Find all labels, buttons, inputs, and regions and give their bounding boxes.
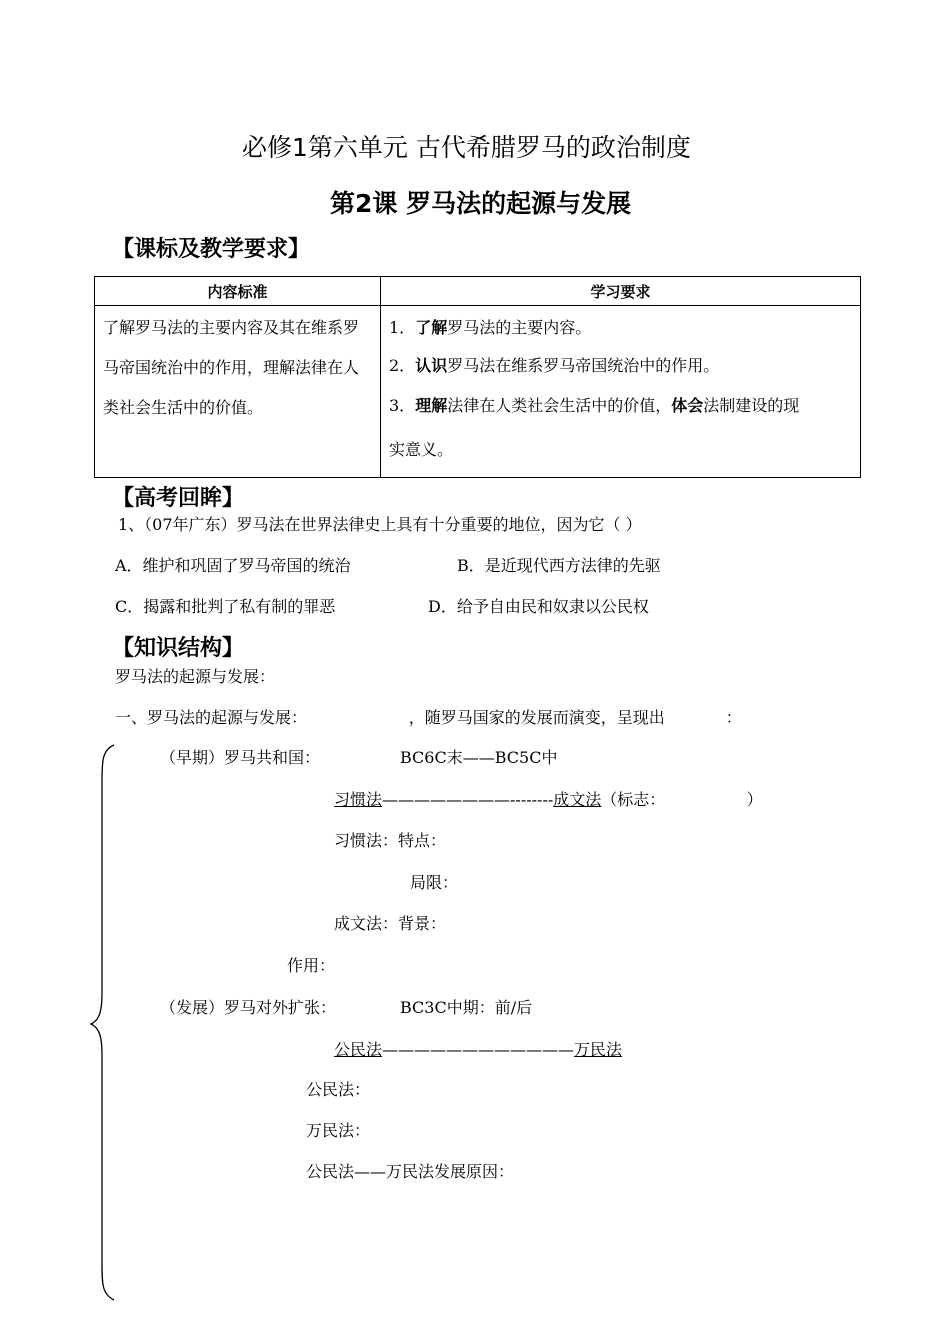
arrow-dash: ———————————— (382, 1040, 575, 1059)
page-title-line1: 必修1第六单元 古代希腊罗马的政治制度 (242, 133, 691, 162)
structure-line-1: 一、罗马法的起源与发展： ，随罗马国家的发展而演变，呈现出 ： (115, 708, 742, 727)
option-c: C．揭露和批判了私有制的罪恶 (115, 597, 336, 616)
arrow-dash: ————————-------- (382, 790, 554, 809)
written-law-mark: （标志： ） (601, 790, 763, 809)
requirement-keyword: 认识 (415, 356, 448, 375)
written-law-term: 成文法 (553, 790, 602, 809)
option-a: A．维护和巩固了罗马帝国的统治 (115, 556, 351, 575)
table-header-content-standard: 内容标准 (95, 277, 381, 306)
custom-law-term: 习惯法 (334, 790, 383, 809)
table-cell-content-standard (95, 306, 381, 478)
requirement-item-3 (381, 384, 860, 428)
written-law-effect: 作用： (287, 956, 336, 975)
requirement-keyword: 体会 (671, 396, 704, 415)
requirement-keyword: 理解 (415, 396, 448, 415)
requirement-text: 法律在人类社会生活中的价值， (447, 396, 672, 415)
left-brace-icon (88, 742, 128, 1304)
custom-law-features: 习惯法：特点： (334, 831, 447, 850)
written-law-background: 成文法：背景： (334, 914, 447, 933)
option-b: B．是近现代西方法律的先驱 (457, 556, 661, 575)
requirement-item-2 (381, 344, 860, 388)
page-title-line2: 第2课 罗马法的起源与发展 (330, 189, 632, 218)
section-heading-exam: 【高考回眸】 (112, 486, 245, 511)
develop-period-label: （发展）罗马对外扩张： (160, 998, 337, 1017)
citizen-law-term: 公民法 (334, 1040, 383, 1059)
table-cell-requirements (381, 306, 861, 478)
section-heading-structure: 【知识结构】 (112, 636, 245, 661)
requirement-keyword: 了解 (415, 318, 448, 337)
requirement-number: 1． (389, 318, 416, 337)
requirements-table (94, 276, 861, 478)
development-reason-label: 公民法——万民法发展原因： (306, 1162, 515, 1181)
exam-question: 1、（07年广东）罗马法在世界法律史上具有十分重要的地位，因为它（ ） (118, 515, 642, 534)
option-d: D．给予自由民和奴隶以公民权 (428, 597, 649, 616)
requirement-number: 3． (389, 396, 416, 415)
nations-law-term: 万民法 (574, 1040, 623, 1059)
structure-subtitle: 罗马法的起源与发展： (115, 667, 276, 686)
requirement-text: 罗马法的主要内容。 (447, 318, 592, 337)
requirement-number: 2． (389, 356, 416, 375)
section-heading-standards: 【课标及教学要求】 (112, 237, 311, 262)
requirement-item-3-continued: 实意义。 (389, 440, 454, 459)
citizen-to-nations-law (334, 1037, 622, 1060)
requirement-text: 罗马法在维系罗马帝国统治中的作用。 (447, 356, 720, 375)
early-period-label: （早期）罗马共和国： (160, 748, 321, 767)
table-header-learning-requirements: 学习要求 (381, 277, 861, 306)
requirement-text: 法制建设的现 (703, 396, 800, 415)
early-period-range: BC6C末——BC5C中 (400, 748, 558, 767)
custom-law-limits: 局限： (410, 873, 459, 892)
content-standard-text: 了解罗马法的主要内容及其在维系罗马帝国统治中的作用，理解法律在人类社会生活中的价值。 (103, 318, 360, 417)
citizen-law-label: 公民法： (306, 1080, 371, 1099)
custom-to-written-law (334, 787, 763, 810)
develop-period-range: BC3C中期：前/后 (400, 998, 533, 1017)
nations-law-label: 万民法： (306, 1121, 371, 1140)
